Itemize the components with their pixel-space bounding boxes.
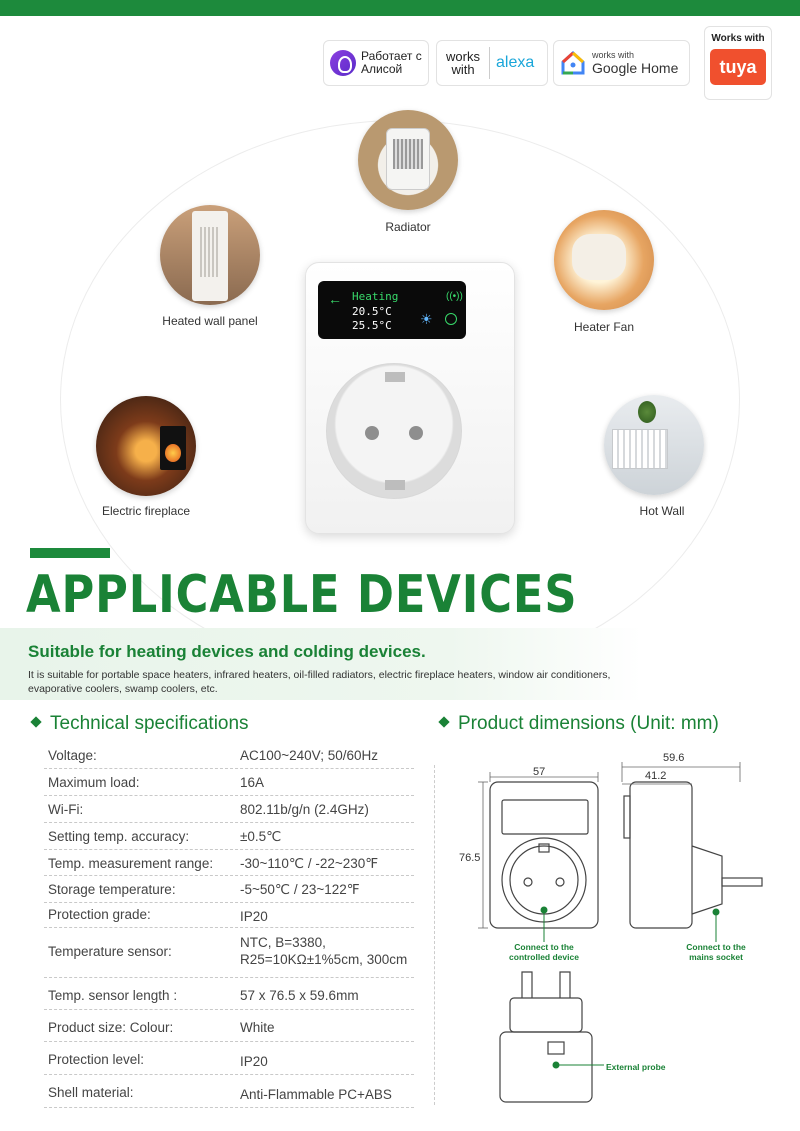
sun-icon: ☀ (420, 311, 433, 327)
dim-depth-body: 41.2 (645, 770, 667, 782)
google-home-text: Google Home (592, 60, 679, 76)
description: It is suitable for portable space heaters, infrared heaters, oil-filled radiators, electric fireplace heaters, window air conditioners, evaporative coolers, swamp coolers, etc. (28, 669, 611, 695)
tuya-badge (704, 26, 772, 100)
spec-row: Shell material: Anti-Flammable PC+ABS (44, 1075, 414, 1108)
alice-badge-text: Работает с Алисой (361, 49, 422, 76)
google-works-with-text: works with (592, 50, 635, 60)
alice-icon (330, 50, 356, 76)
top-accent-bar (0, 0, 800, 16)
spec-row: Wi-Fi: 802.11b/g/n (2.4GHz) (44, 796, 414, 823)
spec-row: Protection grade: IP20 (44, 903, 414, 928)
dimensions-title: Product dimensions (Unit: mm) (440, 713, 719, 735)
spec-row: Maximum load: 16A (44, 769, 414, 796)
google-home-badge (553, 40, 690, 86)
headline-accent-bar (30, 548, 110, 558)
diamond-icon (438, 716, 449, 727)
electric-fireplace-label: Electric fireplace (101, 504, 191, 518)
dim-height: 76.5 (459, 852, 481, 864)
dim-width: 57 (533, 766, 546, 778)
label-external-probe: External probe (606, 1062, 666, 1072)
alexa-badge (436, 40, 548, 86)
heated-wall-panel-label: Heated wall panel (162, 314, 258, 328)
display-mode: Heating (352, 290, 399, 303)
intro-band (0, 628, 642, 700)
display-temp-2: 25.5°C (352, 319, 392, 332)
tuya-logo: tuya (710, 49, 766, 85)
dim-depth-total: 59.6 (663, 752, 685, 764)
heated-wall-panel-image (160, 205, 260, 305)
power-icon (445, 313, 457, 325)
alexa-works-with-text: works with (446, 49, 480, 77)
hot-wall-label: Hot Wall (639, 504, 685, 518)
column-divider (434, 765, 435, 1105)
diamond-icon (30, 716, 41, 727)
subtitle: Suitable for heating devices and colding devices. (28, 642, 426, 661)
page-headline: APPLICABLE DEVICES (26, 565, 578, 625)
tuya-works-with-text: Works with (711, 33, 765, 44)
radiator-image (358, 110, 458, 210)
dimension-drawings (440, 760, 780, 1110)
spec-row: Temperature sensor: NTC, B=3380, R25=10KΩ±1%5cm, 300cm (44, 928, 414, 978)
heater-fan-label: Heater Fan (573, 320, 635, 334)
specs-table (44, 742, 414, 1108)
alice-badge (323, 40, 429, 86)
spec-row: Temp. sensor length : 57 x 76.5 x 59.6mm (44, 978, 414, 1010)
label-mains-socket: Connect to the mains socket (686, 942, 746, 962)
display-temp-1: 20.5°C (352, 305, 392, 318)
spec-row: Setting temp. accuracy: ±0.5℃ (44, 823, 414, 850)
back-arrow-icon: ← (328, 291, 342, 307)
radiator-label: Radiator (385, 220, 431, 234)
google-home-icon (560, 50, 586, 76)
heater-fan-image (554, 210, 654, 310)
spec-row: Product size: Colour: White (44, 1010, 414, 1042)
alexa-logo-text: alexa (496, 54, 535, 71)
hot-wall-image (604, 395, 704, 495)
tech-specs-title: Technical specifications (32, 713, 249, 735)
label-controlled-device: Connect to the controlled device (509, 942, 579, 962)
spec-row: Storage temperature: -5~50℃ / 23~122℉ (44, 876, 414, 903)
plug-display (318, 281, 466, 339)
socket-outlet (326, 363, 462, 499)
electric-fireplace-image (96, 396, 196, 496)
wifi-icon: ((•)) (446, 291, 463, 302)
smart-plug-product (305, 262, 515, 534)
spec-row: Protection level: IP20 (44, 1042, 414, 1075)
spec-row: Temp. measurement range: -30~110℃ / -22~230℉ (44, 850, 414, 876)
spec-row: Voltage: AC100~240V; 50/60Hz (44, 742, 414, 769)
